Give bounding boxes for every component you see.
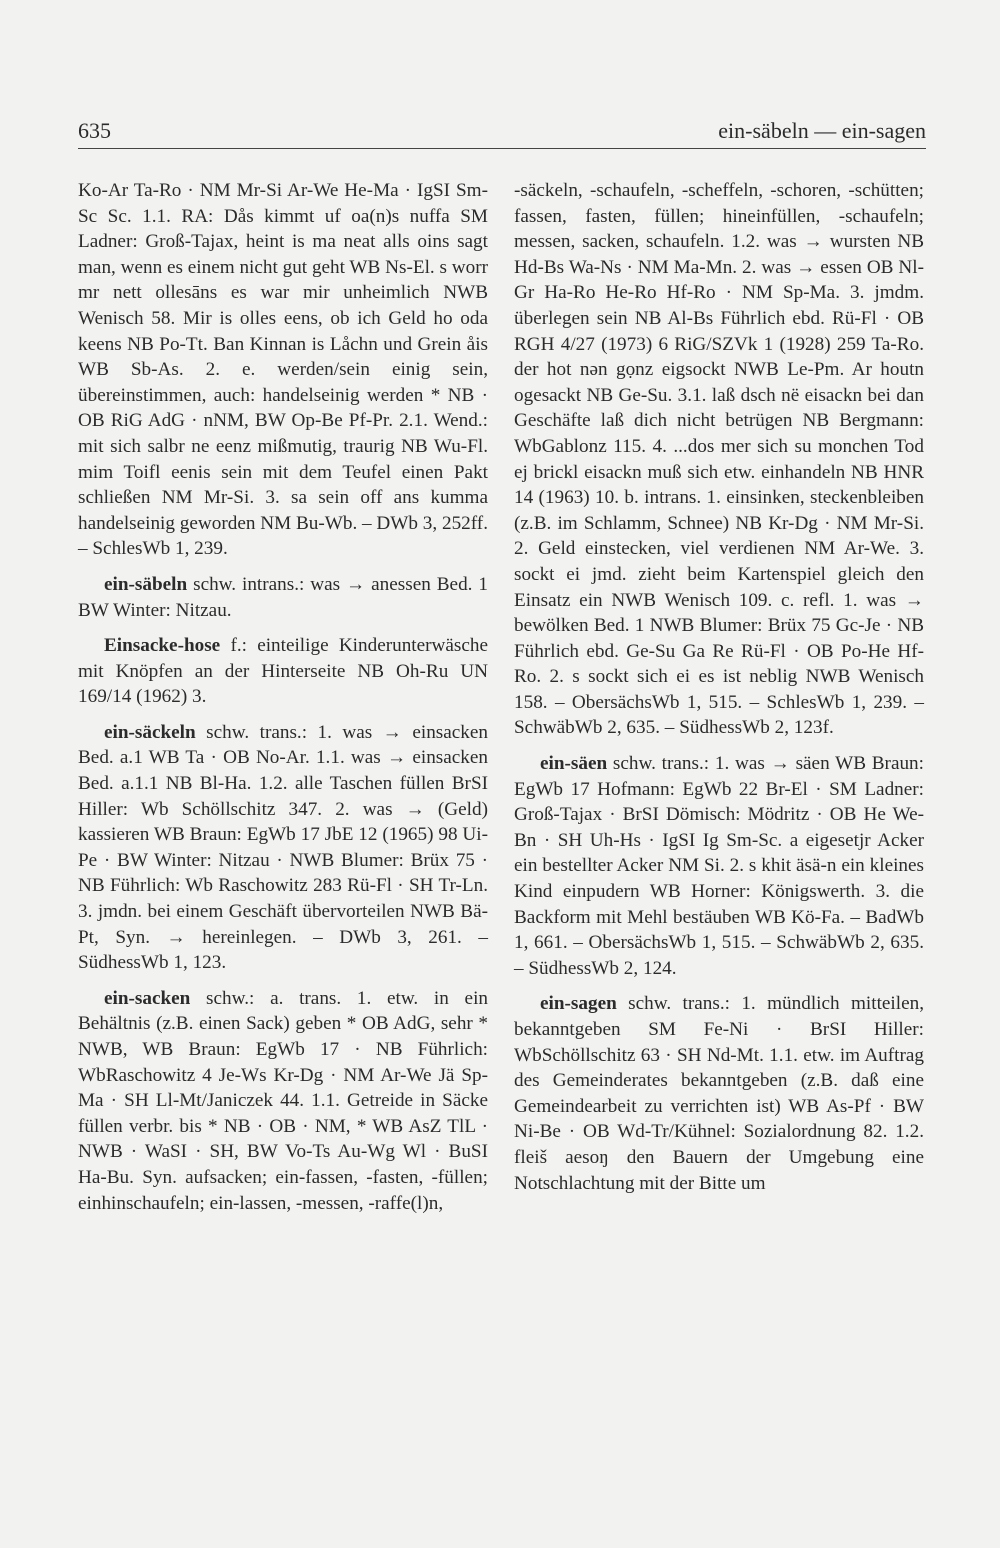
dictionary-entry	[78, 720, 488, 976]
dictionary-entry	[514, 991, 924, 1196]
dictionary-entry	[78, 572, 488, 623]
entry-text: schw. trans.: 1. was → einsacken Bed. a.1 WB Ta · OB No-Ar. 1.1. was → einsacken Bed. a.1.1 NB Bl-Ha. 1.2. alle Taschen füllen BrSI Hiller: Wb Schöllschitz 347. 2. was → (Geld) kassieren WB Braun: EgWb 17 JbE 12 (1965) 98 Ui-Pe · BW Winter: Nitzau · NWB Blumer: Brüx 75 · NB Führlich: Wb Raschowitz 283 Rü-Fl · SH Tr-Ln. 3. jmdn. bei einem Geschäft übervorteilen NWB Bä-Pt, Syn. → hereinlegen. – DWb 3, 261. – SüdhessWb 1, 123.	[78, 721, 488, 974]
entry-headword: ein-säen	[540, 753, 608, 775]
entry-text: schw. trans.: 1. mündlich mitteilen, bekanntgeben SM Fe-Ni · BrSI Hiller: WbSchöllschitz 63 · SH Nd-Mt. 1.1. etw. im Auftrag des Gemeinderates bekanntgeben (z.B. daß eine Gemeindearbeit zu verrichten ist) WB As-Pf · BW Ni-Be · OB Wd-Tr/Kühnel: Sozialordnung 82. 1.2. fleiš aesoŋ den Bauern der Umgebung eine Notschlachtung mit der Bitte um	[514, 993, 924, 1194]
dictionary-entry	[514, 751, 924, 981]
continuation-paragraph	[78, 178, 488, 562]
dictionary-entry	[78, 633, 488, 710]
entry-text: f.: einteilige Kinderunterwäsche mit Knöpfen an der Hinterseite NB Oh-Ru UN 169/14 (1962) 3.	[78, 635, 488, 708]
entry-headword: ein-sagen	[540, 993, 617, 1015]
entry-text: schw. intrans.: was → anessen Bed. 1 BW Winter: Nitzau.	[78, 573, 488, 621]
continuation-paragraph	[514, 178, 924, 741]
entry-text: -säckeln, -schaufeln, -scheffeln, -schoren, -schütten; fassen, fasten, füllen; hineinfüllen, -schaufeln; messen, sacken, schaufeln. 1.2. was → wursten NB Hd-Bs Wa-Ns · NM Ma-Mn. 2. was → essen OB Nl-Gr Ha-Ro He-Ro Hf-Ro · NM Sp-Ma. 3. jmdm. überlegen sein NB Al-Bs Führlich ebd. Rü-Fl · OB RGH 4/27 (1973) 6 RiG/SZVk 1 (1928) 259 Ta-Ro. der hot nən gọnz eigsockt NWB Le-Pm. Ar houtn ogesackt NB Ge-Su. 3.1. laß dsch në eisackn bei dan Geschäfte laß dich nicht betrügen NB Bergmann: WbGablonz 115. 4. ...dos mer sich su monchen Tod ej brickl eisackn muß sich etw. einhandeln NB HNR 14 (1963) 10. b. intrans. 1. einsinken, steckenbleiben (z.B. im Schlamm, Schnee) NB Kr-Dg · NM Mr-Si. 2. Geld einstecken, viel verdienen NM Ar-We. 3. sockt ei jmd. zieht beim Kartenspiel gleich den Einsatz ein NWB Wenisch 109. c. refl. 1. was → bewölken Bed. 1 NWB Blumer: Brüx 75 Gc-Je · NB Führlich ebd. Ge-Su Ga Re Rü-Fl · OB Po-He Hf-Ro. 2. s sockt sich ei es ist neblig NWB Wenisch 158. – ObersächsWb 1, 515. – SchlesWb 1, 239. – SchwäbWb 2, 635. – SüdhessWb 2, 123f.	[514, 180, 924, 739]
entry-text: Ko-Ar Ta-Ro · NM Mr-Si Ar-We He-Ma · IgSI Sm-Sc Sc. 1.1. RA: Dås kimmt uf oa(n)s nuffa SM Ladner: Groß-Tajax, heint is ma neat alls oins sagt man, wenn es einem nicht gut geht WB Ns-El. s worr mr nett ollesāns es war mir unheimlich NWB Wenisch 58. Mir is olles eens, ob ich Geld ho oda keens NB Po-Tt. Ban Kinnan is Låchn und Grein åis WB Sb-As. 2. e. werden/sein einig sein, übereinstimmen, auch: handelseinig werden * NB · OB RiG AdG · nNM, BW Op-Be Pf-Pr. 2.1. Wend.: mit sich salbr ne eenz mißmutig, traurig NB Wu-Fl. mim Toifl eenis sein mit dem Teufel einen Pakt schließen NM Mr-Si. 3. sa sein off ans kumma handelseinig geworden NM Bu-Wb. – DWb 3, 252ff. – SchlesWb 1, 239.	[78, 180, 488, 560]
entry-headword: ein-sacken	[104, 987, 191, 1009]
dictionary-entry	[78, 986, 488, 1216]
right-column	[514, 178, 924, 1196]
entry-headword: Einsacke-hose	[104, 635, 221, 657]
entry-text: schw. trans.: 1. was → säen WB Braun: EgWb 17 Hofmann: EgWb 22 Br-El · SM Ladner: Groß-Tajax · BrSI Dömisch: Mödritz · OB He We-Bn · SH Uh-Hs · IgSI Ig Sm-Sc. a eigesetjr Acker ein bestellter Acker NM Si. 2. s khit äsä-n ein kleines Kind einpudern WB Horner: Königswerth. 3. die Backform mit Mehl bestäuben WB Kö-Fa. – BadWb 1, 661. – ObersächsWb 1, 515. – SchwäbWb 2, 635. – SüdhessWb 2, 124.	[514, 753, 924, 979]
entry-text: schw.: a. trans. 1. etw. in ein Behältnis (z.B. einen Sack) geben * OB AdG, sehr * NWB, WB Braun: EgWb 17 · NB Führlich: WbRaschowitz 4 Je-Ws Kr-Dg · NM Ar-We Jä Sp-Ma · SH Ll-Mt/Janiczek 44. 1.1. Getreide in Säcke füllen verbr. bis * NB · OB · NM, * WB AsZ TlL · NWB · WaSI · SH, BW Vo-Ts Au-Wg Wl · BuSI Ha-Bu. Syn. aufsacken; ein-fassen, -fasten, -füllen; einhinschaufeln; ein-lassen, -messen, -raffe(l)n,	[78, 987, 488, 1214]
page-number: 635	[78, 118, 111, 143]
running-title: ein-säbeln — ein-sagen	[718, 118, 926, 143]
page-header	[78, 118, 926, 144]
entry-headword: ein-säckeln	[104, 721, 196, 743]
left-column	[78, 178, 488, 1216]
entry-headword: ein-säbeln	[104, 573, 188, 595]
header-rule	[78, 148, 926, 149]
